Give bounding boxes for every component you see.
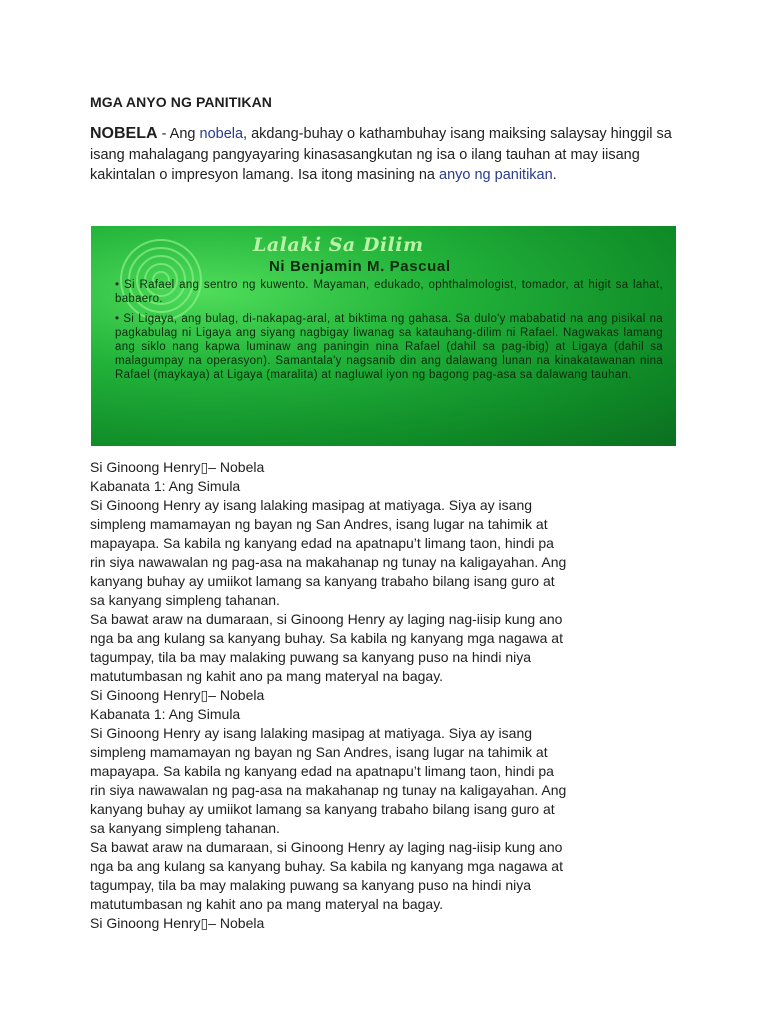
body-line: kanyang buhay ay umiikot lamang sa kanyang trabaho bilang isang guro at [90,801,555,817]
intro-text-3: . [552,167,557,183]
body-line: Si Ginoong Henry ay isang lalaking masipag at matiyaga. Siya ay isang [90,497,533,513]
body-line: Si Ginoong Henry▯– Nobela [90,459,265,475]
body-line: Sa bawat araw na dumaraan, si Ginoong Henry ay laging nag-iisip kung ano [90,839,563,855]
banner-body [115,278,663,388]
intro-dash: - [157,126,170,142]
intro-paragraph [90,124,680,186]
body-line: matutumbasan ng kahit ano pa mang materyal na bagay. [90,896,444,912]
body-line: mapayapa. Sa kabila ng kanyang edad na apatnapu’t limang taon, hindi pa [90,763,554,779]
body-line: Kabanata 1: Ang Simula [90,706,241,722]
body-line: simpleng mamamayan ng bayan ng San Andres, isang lugar na tahimik at [90,744,548,760]
body-line: nga ba ang kulang sa kanyang buhay. Sa kabila ng kanyang mga nagawa at [90,630,563,646]
body-line: tagumpay, tila ba may malaking puwang sa kanyang puso na hindi niya [90,877,532,893]
body-line: simpleng mamamayan ng bayan ng San Andres, isang lugar na tahimik at [90,516,548,532]
body-line: rin siya nawawalan ng pag-asa na makahanap ng tunay na kaligayahan. Ang [90,782,567,798]
story-banner-image [91,226,676,446]
anyo-ng-panitikan-link[interactable]: anyo ng panitikan [439,167,553,183]
body-line: Si Ginoong Henry ay isang lalaking masipag at matiyaga. Siya ay isang [90,725,533,741]
banner-author: Ni Benjamin M. Pascual [269,258,451,275]
body-line: sa kanyang simpleng tahanan. [90,820,280,836]
intro-text-2: , akdang-buhay o kathambuhay isang maiksing salaysay hinggil sa isang mahalagang pangyayaring kinasasangkutan ng isa o ilang tauhan at may iisang kakintalan o impresyon lamang. Isa itong masining na [90,126,672,183]
intro-term: NOBELA [90,125,158,142]
body-line: tagumpay, tila ba may malaking puwang sa kanyang puso na hindi niya [90,649,532,665]
document-heading: MGA ANYO NG PANITIKAN [90,94,273,110]
body-line: matutumbasan ng kahit ano pa mang materyal na bagay. [90,668,444,684]
banner-title: Lalaki Sa Dilim [253,234,424,256]
body-line: Sa bawat araw na dumaraan, si Ginoong Henry ay laging nag-iisip kung ano [90,611,563,627]
story-body [90,458,567,933]
body-line: nga ba ang kulang sa kanyang buhay. Sa kabila ng kanyang mga nagawa at [90,858,563,874]
banner-paragraph-1: • Si Rafael ang sentro ng kuwento. Mayaman, edukado, ophthalmologist, tomador, at higit sa lahat, babaero. [115,279,663,305]
body-line: Si Ginoong Henry▯– Nobela [90,915,265,931]
body-line: sa kanyang simpleng tahanan. [90,592,280,608]
body-line: kanyang buhay ay umiikot lamang sa kanyang trabaho bilang isang guro at [90,573,555,589]
intro-text-1: Ang [169,126,200,142]
body-line: mapayapa. Sa kabila ng kanyang edad na apatnapu’t limang taon, hindi pa [90,535,554,551]
body-line: Si Ginoong Henry▯– Nobela [90,687,265,703]
body-line: rin siya nawawalan ng pag-asa na makahanap ng tunay na kaligayahan. Ang [90,554,567,570]
body-line: Kabanata 1: Ang Simula [90,478,241,494]
nobela-link[interactable]: nobela [199,126,244,142]
banner-paragraph-2: • Si Ligaya, ang bulag, di-nakapag-aral, at biktima ng gahasa. Sa dulo'y mababatid na ang pisikal na pagkabulag ni Ligaya ang siyang nagbigay liwanag sa katauhang-dilim ni Rafael. Nagwakas lamang ang siklo nang kapwa luminaw ang paningin nina Rafael (dahil sa pag-ibig) at Ligaya (dahil sa malagumpay na operasyon). Samantala'y nagsanib din ang dalawang lunan na kinakatawanan nina Rafael (maykaya) at Ligaya (maralita) at nagluwal iyon ng bagong pag-asa sa dalawang tauhan. [115,313,663,381]
